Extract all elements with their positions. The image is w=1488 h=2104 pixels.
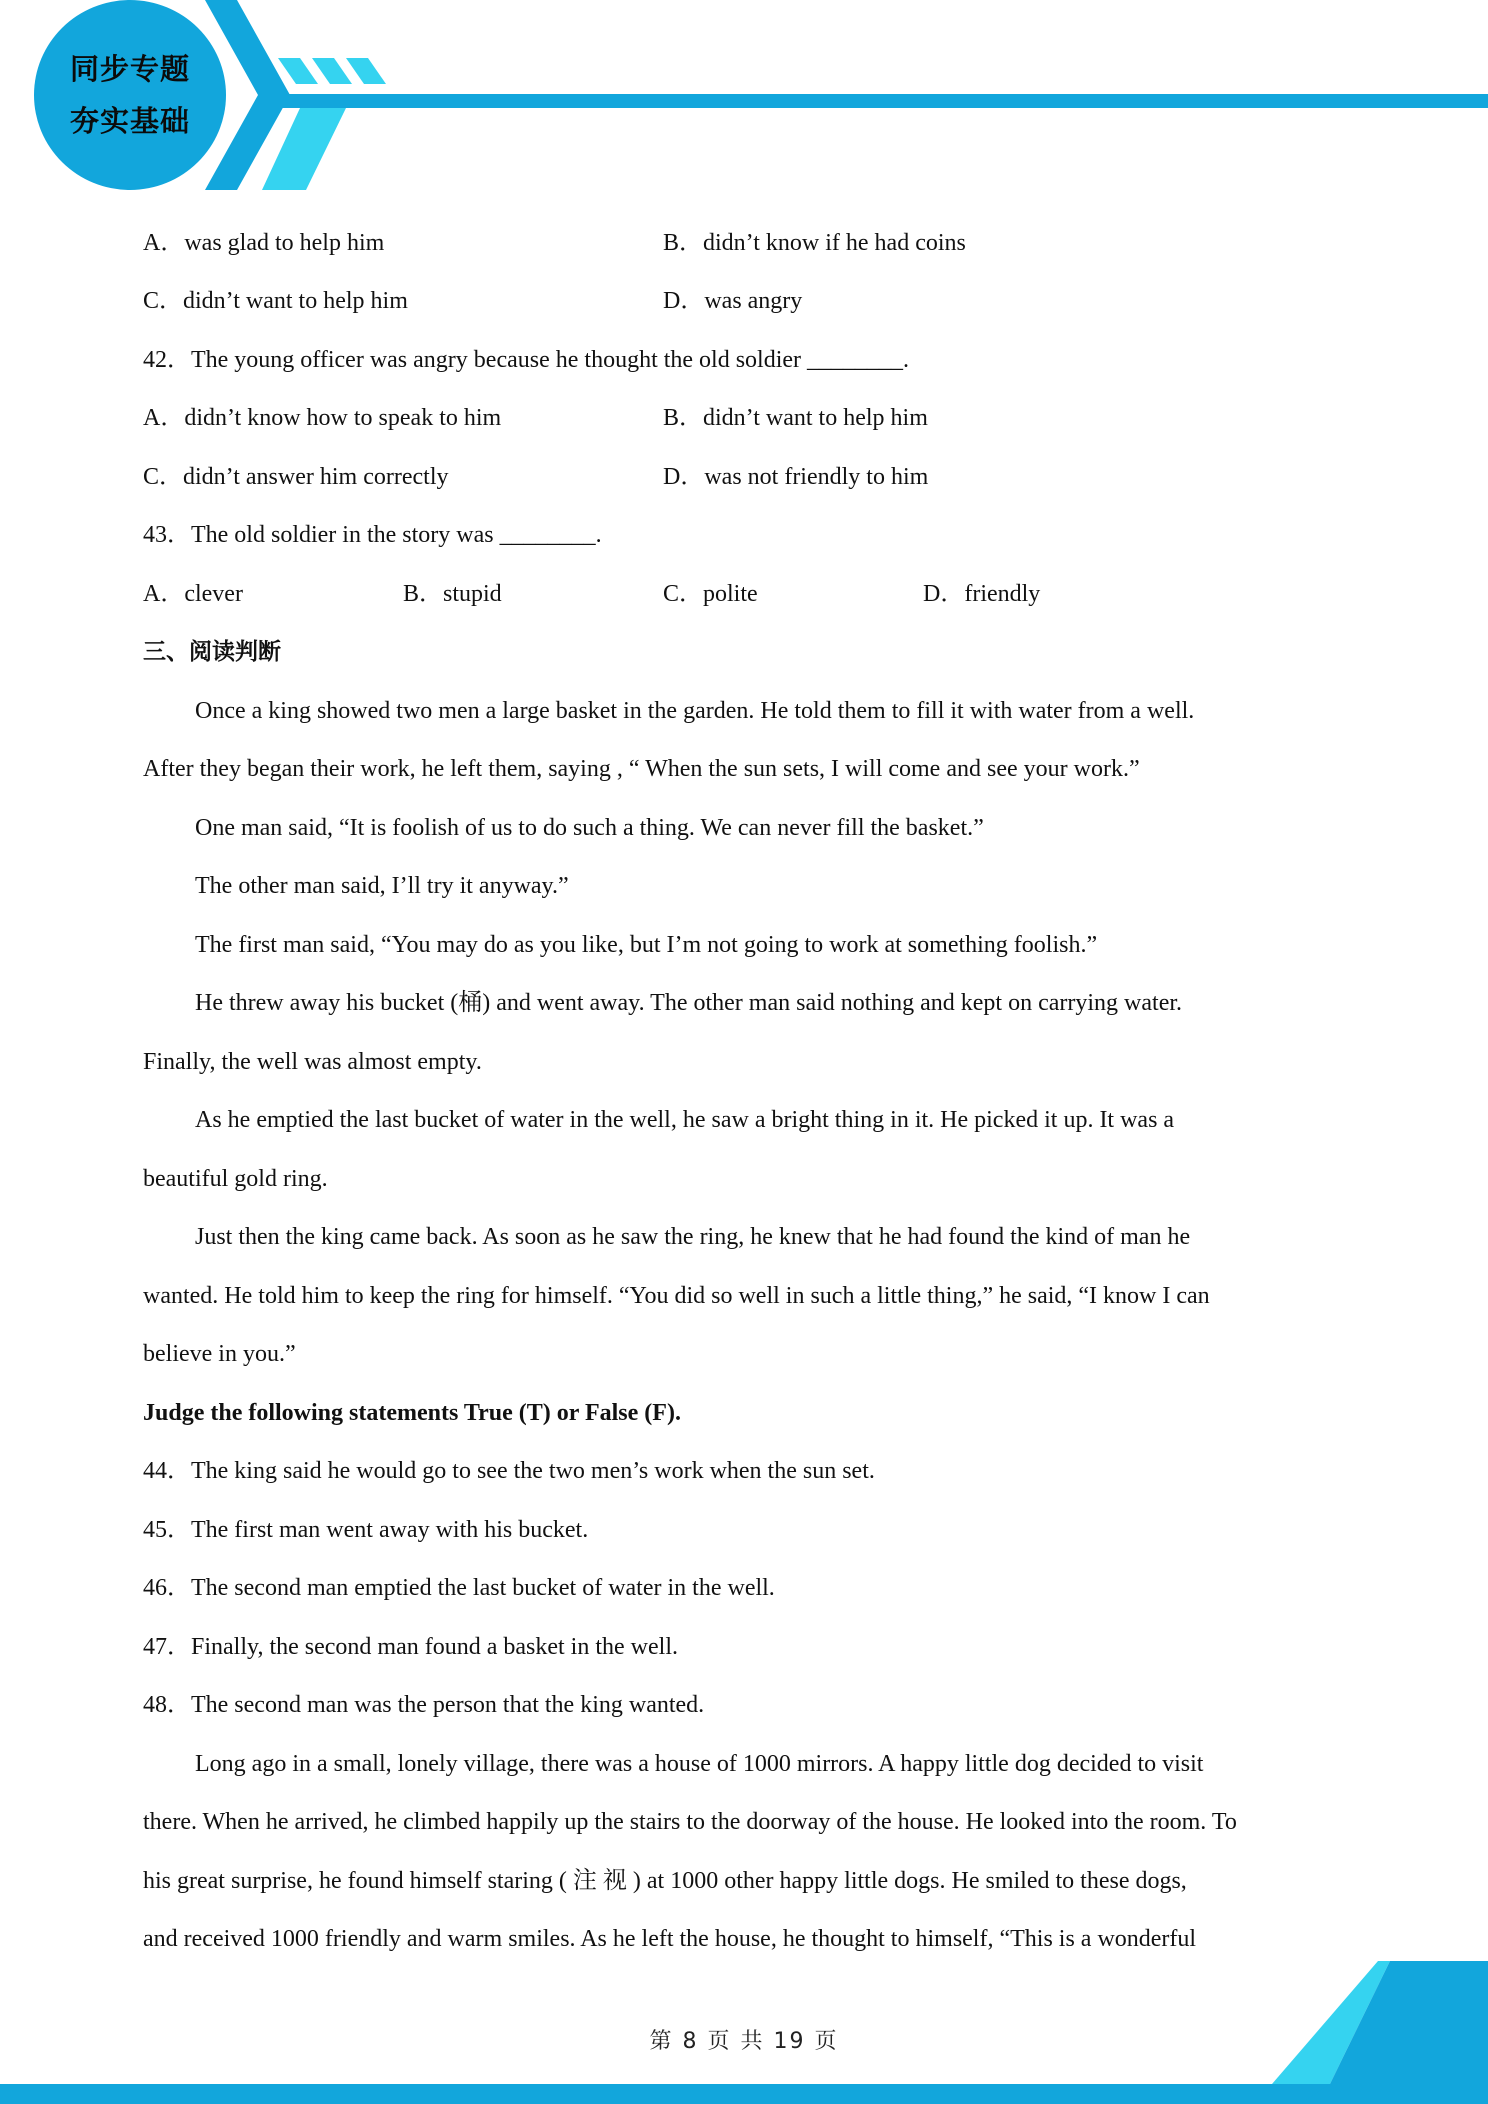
passage-line: beautiful gold ring. (143, 1166, 328, 1192)
statement-44: 44．The king said he would go to see the two men’s work when the sun set. (143, 1458, 875, 1484)
footer-bar (0, 2084, 1488, 2104)
passage-line: The first man said, “You may do as you like, but I’m not going to work at something foolish.” (195, 932, 1098, 958)
header-badge (34, 0, 226, 190)
header-slash-1 (278, 58, 318, 84)
passage2-line: there. When he arrived, he climbed happily up the stairs to the doorway of the house. He looked into the room. To (143, 1809, 1237, 1835)
statement-48: 48．The second man was the person that the king wanted. (143, 1692, 705, 1718)
header-slash-2 (312, 58, 352, 84)
statement-45: 45．The first man went away with his bucket. (143, 1517, 589, 1543)
page-number: 第 8 页 共 19 页 (649, 2029, 839, 2054)
passage-line: The other man said, I’ll try it anyway.” (195, 873, 569, 899)
q42-option-d: D．was not friendly to him (663, 464, 929, 490)
passage-line: Just then the king came back. As soon as he saw the ring, he knew that he had found the kind of man he (195, 1224, 1191, 1250)
passage-line: believe in you.” (143, 1341, 296, 1367)
badge-line-1: 同步专题 (69, 52, 190, 86)
q43-option-d: D．friendly (923, 581, 1041, 607)
passage-line: Finally, the well was almost empty. (143, 1049, 482, 1075)
passage2-line: Long ago in a small, lonely village, there was a house of 1000 mirrors. A happy little dog decided to visit (195, 1751, 1204, 1777)
passage2-line: and received 1000 friendly and warm smiles. As he left the house, he thought to himself, “This is a wonderful (143, 1926, 1197, 1952)
statement-46: 46．The second man emptied the last bucket of water in the well. (143, 1575, 775, 1601)
q42-option-c: C．didn’t answer him correctly (143, 464, 449, 490)
q43-option-a: A．clever (143, 581, 243, 607)
q41-option-b: B．didn’t know if he had coins (663, 230, 966, 256)
statement-47: 47．Finally, the second man found a basket in the well. (143, 1634, 678, 1660)
passage-line: As he emptied the last bucket of water in the well, he saw a bright thing in it. He picked it up. It was a (195, 1107, 1175, 1133)
passage-line: One man said, “It is foolish of us to do such a thing. We can never fill the basket.” (195, 815, 984, 841)
judge-instruction: Judge the following statements True (T) or False (F). (143, 1400, 681, 1426)
header-bar (268, 94, 1488, 108)
q41-option-a: A．was glad to help him (143, 230, 385, 256)
q43-stem: 43．The old soldier in the story was ________. (143, 522, 602, 548)
q42-stem: 42．The young officer was angry because he thought the old soldier ________. (143, 347, 910, 373)
passage-line: After they began their work, he left them, saying , “ When the sun sets, I will come and see your work.” (143, 756, 1140, 782)
passage-line: Once a king showed two men a large basket in the garden. He told them to fill it with water from a well. (195, 698, 1195, 724)
q42-option-a: A．didn’t know how to speak to him (143, 405, 502, 431)
badge-line-2: 夯实基础 (69, 104, 190, 138)
q43-option-c: C．polite (663, 581, 758, 607)
q43-option-b: B．stupid (403, 581, 502, 607)
q41-option-d: D．was angry (663, 288, 803, 314)
section-heading: 三、阅读判断 (143, 639, 281, 665)
header-slash-3 (346, 58, 386, 84)
passage2-line: his great surprise, he found himself staring ( 注 视 ) at 1000 other happy little dogs. He smiled to these dogs, (143, 1868, 1187, 1894)
q41-option-c: C．didn’t want to help him (143, 288, 408, 314)
q42-option-b: B．didn’t want to help him (663, 405, 928, 431)
passage-line: wanted. He told him to keep the ring for himself. “You did so well in such a little thing,” he said, “I know I can (143, 1283, 1210, 1309)
passage-line: He threw away his bucket (桶) and went away. The other man said nothing and kept on carrying water. (195, 990, 1183, 1016)
